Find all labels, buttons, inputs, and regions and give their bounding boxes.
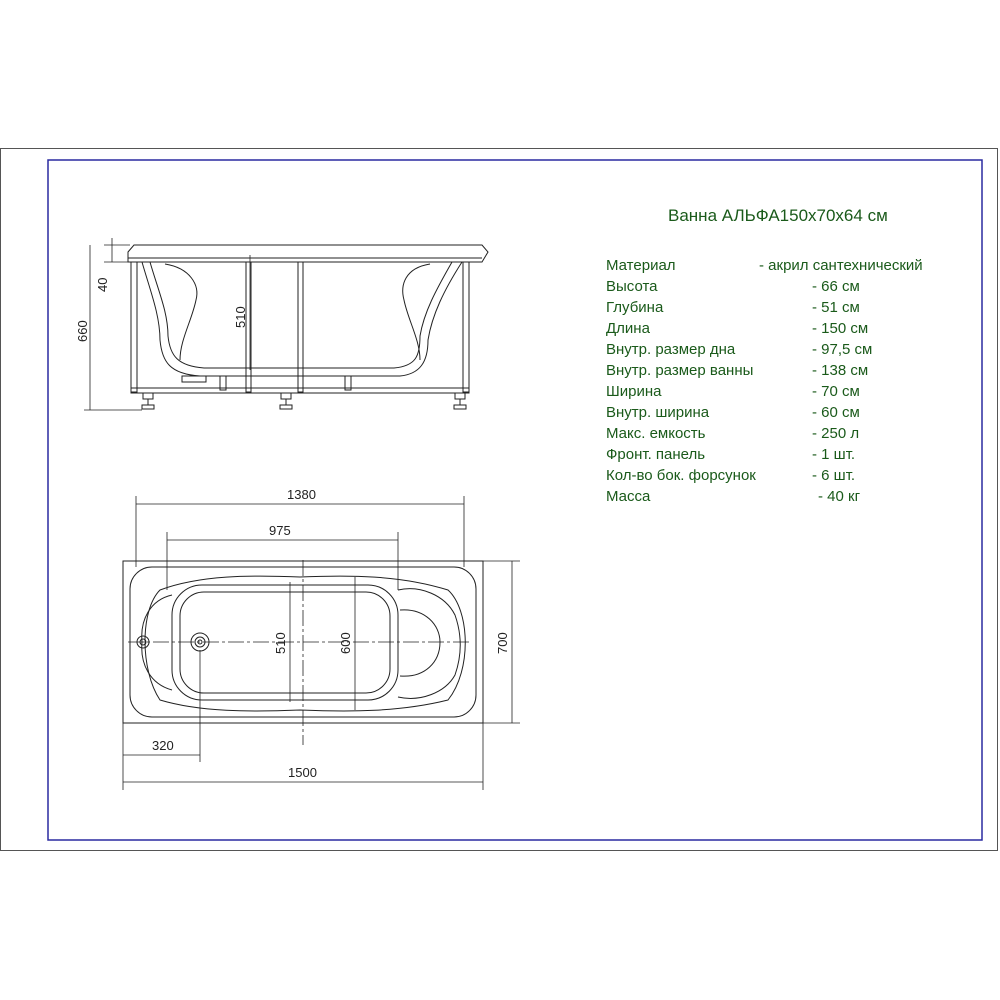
spec-label: Внутр. ширина	[606, 404, 710, 421]
spec-value: - 6 шт.	[812, 467, 856, 484]
dim-rim: 40	[95, 277, 110, 292]
spec-row-inner-size	[606, 362, 986, 383]
spec-value: - 70 см	[812, 383, 860, 400]
dim-height: 660	[75, 320, 90, 342]
spec-label: Материал	[606, 257, 676, 274]
spec-row-bottom-size	[606, 341, 986, 362]
product-title: Ванна АЛЬФА150x70x64 см	[668, 206, 888, 225]
spec-label: Глубина	[606, 299, 664, 316]
spec-value: - акрил сантехнический	[759, 257, 923, 274]
dim-inner-length: 1380	[287, 487, 316, 502]
spec-row-material	[606, 257, 986, 278]
spec-label: Ширина	[606, 383, 662, 400]
side-frame-left	[131, 262, 137, 392]
spec-row-width	[606, 383, 986, 404]
spec-row-weight	[606, 488, 986, 509]
spec-row-nozzles	[606, 467, 986, 488]
spec-value: - 138 см	[812, 362, 869, 379]
side-frame-right	[463, 262, 469, 392]
dim-width: 700	[495, 632, 510, 654]
spec-label: Макс. емкость	[606, 425, 706, 442]
spec-row-inner-width	[606, 404, 986, 425]
spec-label: Длина	[606, 320, 650, 337]
spec-label: Высота	[606, 278, 658, 295]
side-view	[128, 245, 488, 409]
spec-label: Масса	[606, 488, 651, 505]
spec-row-height	[606, 278, 986, 299]
spec-value: - 51 см	[812, 299, 860, 316]
spec-value: - 250 л	[812, 425, 860, 442]
spec-value: - 97,5 см	[812, 341, 873, 358]
dim-bottom-width: 510	[273, 632, 288, 654]
dim-inner-width: 600	[338, 632, 353, 654]
dim-length: 1500	[288, 765, 317, 780]
spec-row-capacity	[606, 425, 986, 446]
spec-row-front-panel	[606, 446, 986, 467]
spec-label: Внутр. размер ванны	[606, 362, 754, 379]
spec-row-length	[606, 320, 986, 341]
spec-value: - 150 см	[812, 320, 869, 337]
side-rim	[128, 245, 488, 262]
dim-bottom-length: 975	[269, 523, 291, 538]
spec-value: - 1 шт.	[812, 446, 856, 463]
spec-value: - 60 см	[812, 404, 860, 421]
spec-label: Фронт. панель	[606, 446, 706, 463]
spec-label: Внутр. размер дна	[606, 341, 736, 358]
spec-label: Кол-во бок. форсунок	[606, 467, 756, 484]
spec-value: - 40 кг	[818, 488, 861, 505]
dim-depth: 510	[233, 306, 248, 328]
dim-drain-offset: 320	[152, 738, 174, 753]
spec-row-depth	[606, 299, 986, 320]
spec-value: - 66 см	[812, 278, 860, 295]
